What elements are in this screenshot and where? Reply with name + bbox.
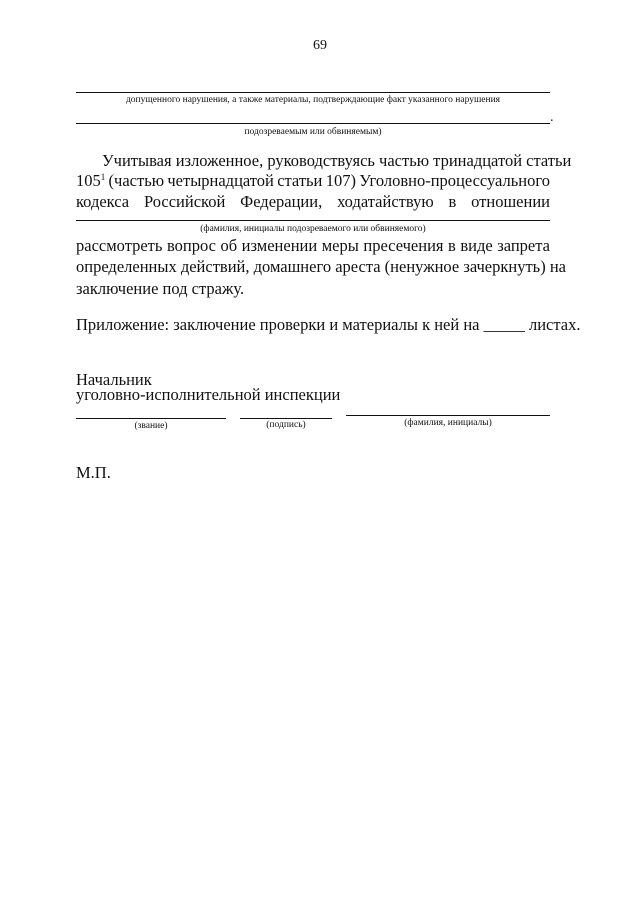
paragraph-line-1: Учитывая изложенное, руководствуясь частью тринадцатой статьи <box>102 151 572 170</box>
word: кодекса <box>76 192 130 211</box>
attachment-line <box>76 314 580 336</box>
word: Уголовно-процессуального <box>359 171 550 190</box>
trailing-period: . <box>550 110 554 125</box>
request-line-3: заключение под стражу. <box>76 279 245 298</box>
word: четырнадцатой <box>167 171 274 190</box>
word: Российской <box>143 192 226 211</box>
name-rule <box>346 415 550 416</box>
page-number: 69 <box>313 38 327 53</box>
signature-rule <box>240 418 332 419</box>
word: ходатайствую <box>337 192 434 211</box>
attachment-suffix: листах. <box>528 315 581 334</box>
article-number: $105^1$ <box>76 171 106 190</box>
word: 107) <box>325 171 356 190</box>
caption-violation: допущенного нарушения, а также материалы, подтверждающие факт указанного нарушения <box>125 95 501 105</box>
caption-fio-suspect: (фамилия, инициалы подозреваемого или обвиняемого) <box>200 224 426 234</box>
rank-rule <box>76 418 226 419</box>
word: в <box>448 192 457 211</box>
caption-suspect: подозреваемым или обвиняемым) <box>244 127 382 137</box>
word: отношении <box>471 192 550 211</box>
word: (частью <box>108 171 165 190</box>
paragraph-line-3 <box>76 192 550 214</box>
signatory-title-2: уголовно-исполнительной инспекции <box>76 385 341 404</box>
request-line-1: рассмотреть вопрос об изменении меры пресечения в виде запрета <box>76 236 550 255</box>
second-rule <box>76 123 550 124</box>
signatory-title-1: Начальник <box>76 370 152 389</box>
attachment-sheets-blank: _____ <box>483 315 525 334</box>
top-rule <box>76 92 550 93</box>
caption-rank: (звание) <box>134 421 168 431</box>
seal-place: М.П. <box>76 463 111 482</box>
word: статьи <box>277 171 323 190</box>
caption-signature: (подпись) <box>266 420 306 430</box>
paragraph-line-2 <box>76 171 550 193</box>
attachment-prefix: Приложение: заключение проверки и материалы к ней на <box>76 315 480 334</box>
word: Федерации, <box>240 192 323 211</box>
request-line-2: определенных действий, домашнего ареста (ненужное зачеркнуть) на <box>76 257 566 276</box>
suspect-name-rule <box>76 220 550 221</box>
caption-name: (фамилия, инициалы) <box>404 418 492 428</box>
